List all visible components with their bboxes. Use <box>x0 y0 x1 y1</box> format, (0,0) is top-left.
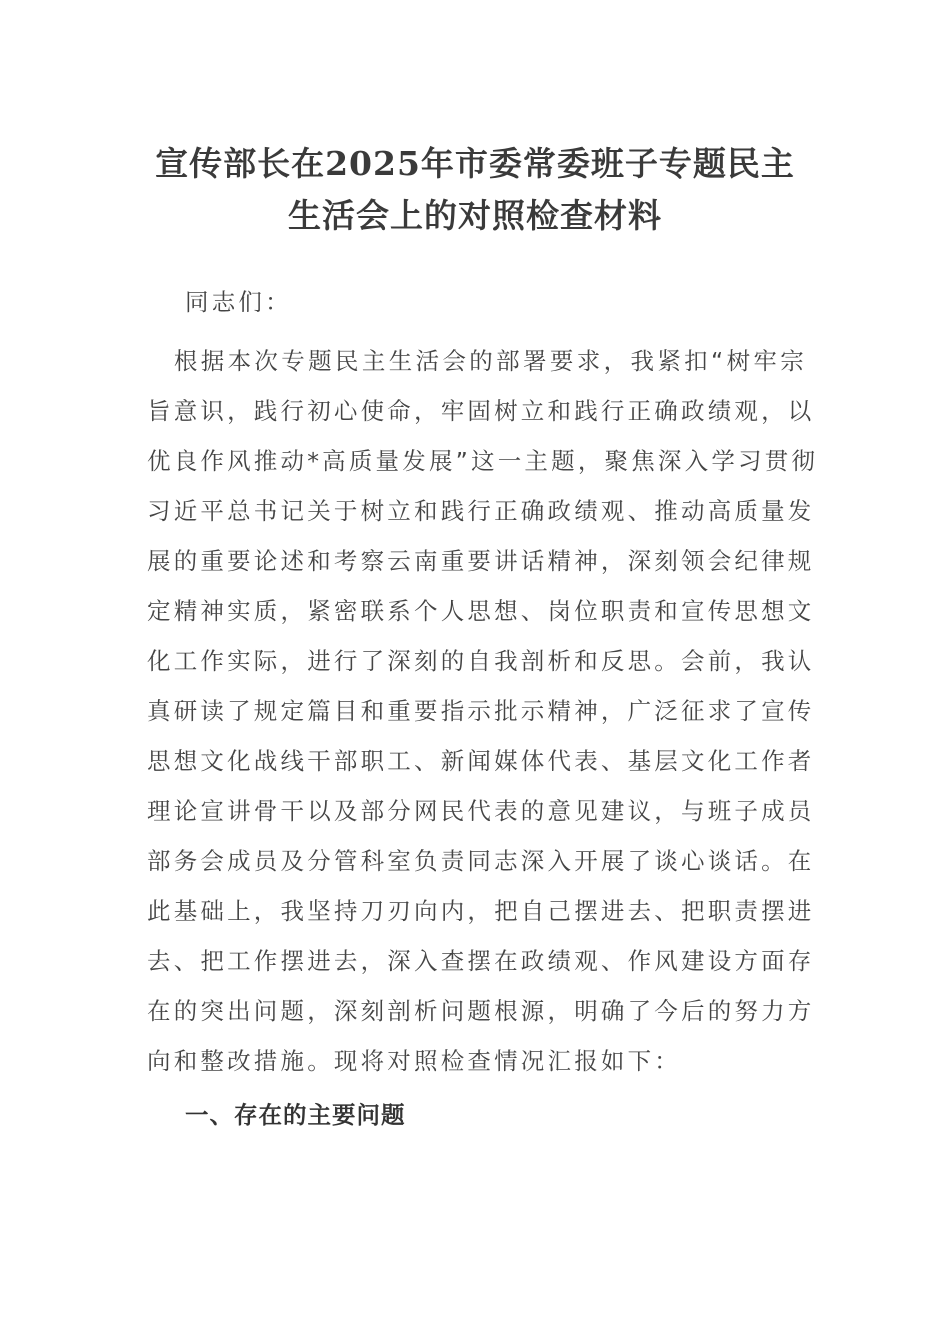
paragraph-line: 理论宣讲骨干以及部分网民代表的意见建议，与班子成员 <box>147 797 815 825</box>
paragraph-line: 真研读了规定篇目和重要指示批示精神，广泛征求了宣传 <box>147 697 815 725</box>
paragraph-line: 此基础上，我坚持刀刃向内，把自己摆进去、把职责摆进 <box>147 897 815 925</box>
paragraph-line: 思想文化战线干部职工、新闻媒体代表、基层文化工作者 <box>147 747 815 775</box>
title-line-1: 宣传部长在2025年市委常委班子专题民主 <box>155 144 795 183</box>
paragraph-line: 展的重要论述和考察云南重要讲话精神，深刻领会纪律规 <box>147 547 815 575</box>
paragraph-line: 在的突出问题，深刻剖析问题根源，明确了今后的努力方 <box>147 997 815 1025</box>
paragraph-line: 根据本次专题民主生活会的部署要求，我紧扣“树牢宗 <box>147 347 807 375</box>
paragraph-line: 化工作实际，进行了深刻的自我剖析和反思。会前，我认 <box>147 647 815 675</box>
section-heading: 一、存在的主要问题 <box>185 1101 406 1129</box>
salutation: 同志们： <box>185 288 292 316</box>
paragraph-line: 优良作风推动*高质量发展”这一主题，聚焦深入学习贯彻 <box>147 447 819 475</box>
paragraph-line: 习近平总书记关于树立和践行正确政绩观、推动高质量发 <box>147 497 815 525</box>
paragraph-line: 部务会成员及分管科室负责同志深入开展了谈心谈话。在 <box>147 847 815 875</box>
paragraph-line: 旨意识，践行初心使命，牢固树立和践行正确政绩观，以 <box>147 397 815 425</box>
title-line-2: 生活会上的对照检查材料 <box>288 196 662 235</box>
paragraph-line: 定精神实质，紧密联系个人思想、岗位职责和宣传思想文 <box>147 597 815 625</box>
intro-paragraph <box>147 336 819 1086</box>
document-title <box>120 138 830 242</box>
paragraph-line: 向和整改措施。现将对照检查情况汇报如下： <box>147 1047 681 1075</box>
paragraph-line: 去、把工作摆进去，深入查摆在政绩观、作风建设方面存 <box>147 947 815 975</box>
